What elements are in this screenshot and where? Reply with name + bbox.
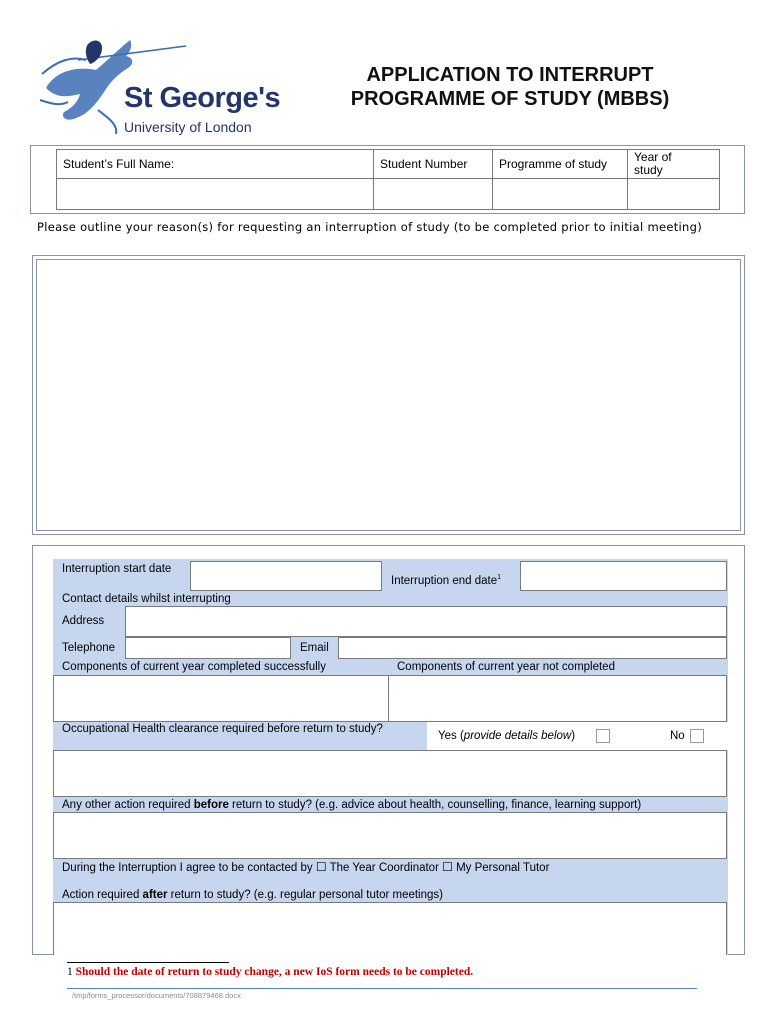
telephone-input[interactable] bbox=[125, 637, 291, 659]
email-label: Email bbox=[300, 642, 329, 654]
yes-label: Yes (provide details below) bbox=[438, 730, 576, 742]
year-coordinator-checkbox[interactable]: ☐ bbox=[315, 860, 327, 874]
contact-agree-row bbox=[62, 861, 549, 875]
oh-label: Occupational Health clearance required before return to study? bbox=[62, 723, 383, 735]
reason-prompt: Please outline your reason(s) for requesting an interruption of study (to be completed prior to initial meeting) bbox=[37, 220, 703, 234]
after-action-input[interactable] bbox=[53, 902, 727, 955]
start-date-label: Interruption start date bbox=[62, 563, 172, 575]
student-name-header bbox=[56, 149, 374, 179]
personal-tutor-checkbox[interactable]: ☐ bbox=[442, 860, 453, 874]
year-header bbox=[627, 149, 720, 179]
email-input[interactable] bbox=[338, 637, 727, 659]
address-label: Address bbox=[62, 615, 105, 627]
student-number-label: Student Number bbox=[380, 157, 468, 171]
footer-path: /tmp/forms_processor/documents/708879468.docx bbox=[72, 991, 241, 1000]
logo-name: St George's bbox=[124, 82, 281, 114]
end-date-input[interactable] bbox=[520, 561, 727, 591]
footnote-divider bbox=[67, 962, 229, 963]
other-action-input[interactable] bbox=[53, 812, 727, 859]
address-input[interactable] bbox=[125, 606, 727, 637]
completed-input[interactable] bbox=[53, 675, 389, 722]
title-line-1: APPLICATION TO INTERRUPT bbox=[366, 64, 654, 86]
end-date-footnote-ref: 1 bbox=[497, 574, 502, 581]
telephone-label: Telephone bbox=[62, 642, 116, 654]
other-action-label: Any other action required before return to study? (e.g. advice about health, counselling, finance, learning support) bbox=[62, 799, 642, 811]
personal-tutor-label: My Personal Tutor bbox=[456, 862, 550, 874]
contact-heading: Contact details whilst interrupting bbox=[62, 593, 231, 605]
student-number-header bbox=[373, 149, 493, 179]
yes-checkbox[interactable] bbox=[596, 729, 610, 743]
oh-details-input[interactable] bbox=[53, 750, 727, 797]
footnote-number: 1 bbox=[67, 966, 73, 978]
title-line-2: PROGRAMME OF STUDY (MBBS) bbox=[350, 88, 670, 110]
end-date-label: Interruption end date$^1$ bbox=[391, 574, 502, 587]
programme-field[interactable] bbox=[492, 178, 628, 210]
contact-agree-label: During the Interruption I agree to be contacted by bbox=[62, 862, 313, 874]
year-label: Year of study bbox=[634, 150, 672, 177]
programme-header bbox=[492, 149, 628, 179]
footnote bbox=[67, 966, 473, 978]
completed-label: Components of current year completed successfully bbox=[62, 661, 326, 673]
year-field[interactable] bbox=[627, 178, 720, 210]
student-number-field[interactable] bbox=[373, 178, 493, 210]
footer-rule bbox=[67, 988, 697, 989]
no-checkbox[interactable] bbox=[690, 729, 704, 743]
student-name-label: Student’s Full Name: bbox=[63, 157, 175, 171]
not-completed-input[interactable] bbox=[388, 675, 727, 722]
programme-label: Programme of study bbox=[499, 157, 608, 171]
logo-subtitle: University of London bbox=[124, 119, 252, 135]
after-action-label: Action required after return to study? (e.g. regular personal tutor meetings) bbox=[62, 889, 443, 901]
no-label: No bbox=[670, 730, 685, 742]
page-title bbox=[310, 63, 710, 111]
reason-textarea[interactable] bbox=[36, 259, 741, 531]
not-completed-label: Components of current year not completed bbox=[397, 661, 615, 673]
student-name-field[interactable] bbox=[56, 178, 374, 210]
start-date-input[interactable] bbox=[190, 561, 382, 591]
year-coordinator-label: The Year Coordinator bbox=[329, 862, 439, 874]
footnote-text: Should the date of return to study change, a new IoS form needs to be completed. bbox=[75, 966, 474, 978]
